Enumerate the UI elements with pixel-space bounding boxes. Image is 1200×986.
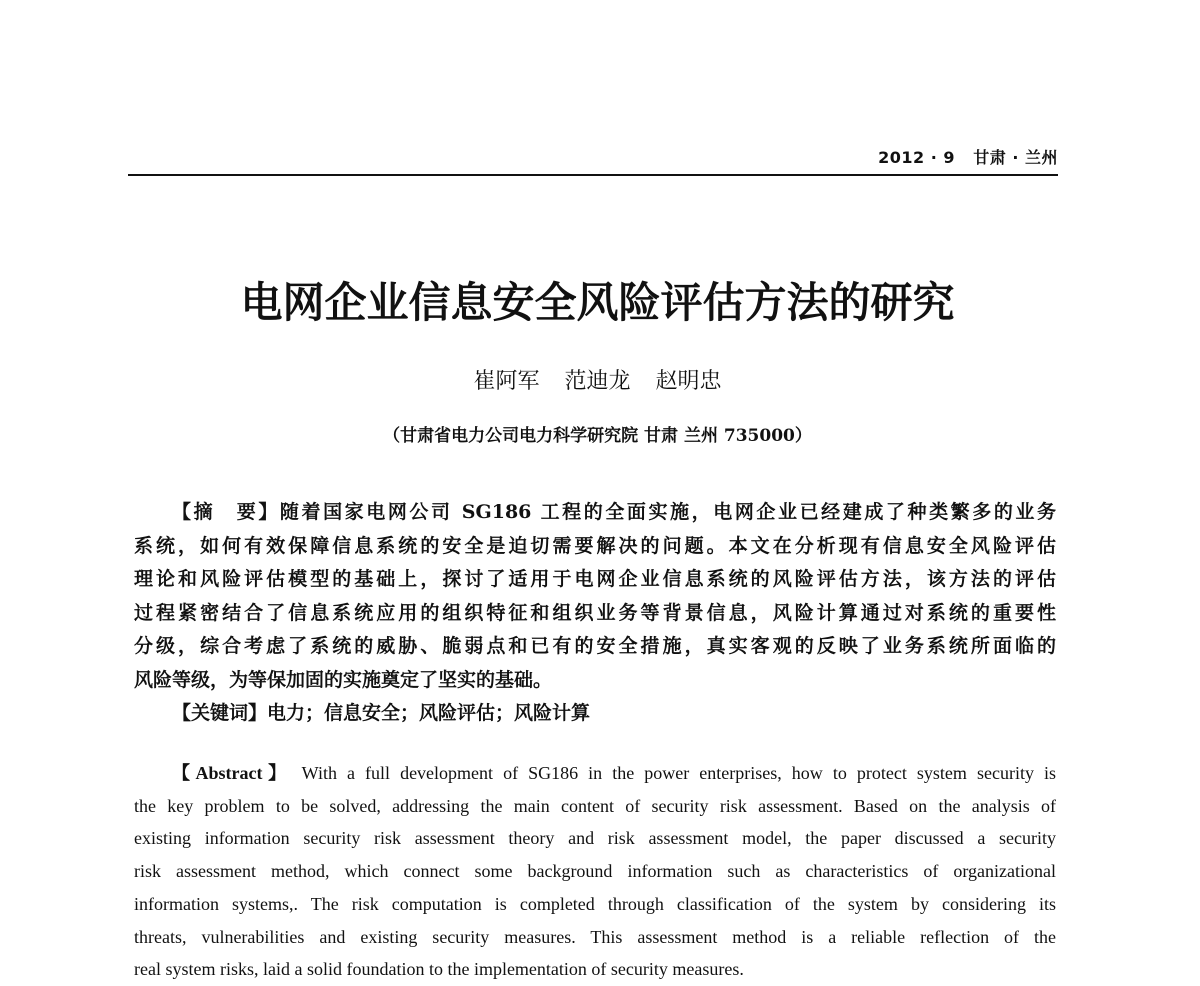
abstract-line: 理论和风险评估模型的基础上，探讨了适用于电网企业信息系统的风险评估方法，该方法的评估 — [134, 568, 1056, 590]
abstract-line: 【摘 要】随着国家电网公司 SG186 工程的全面实施，电网企业已经建成了种类繁多的业务 — [172, 501, 1056, 523]
abstract-line: information systems,. The risk computation is completed through classification of the system by considering its — [134, 893, 1056, 914]
keywords-text: 电力；信息安全；风险评估；风险计算 — [267, 702, 591, 724]
abstract-line: 系统，如何有效保障信息系统的安全是迫切需要解决的问题。本文在分析现有信息安全风险评估 — [134, 534, 1056, 557]
abstract-english — [134, 757, 1056, 986]
abstract-line: the key problem to be solved, addressing the main content of security risk assessment. Based on the analysis of — [134, 795, 1056, 816]
author-list — [0, 364, 1195, 395]
author: 崔阿军 — [473, 369, 540, 394]
paper-title: 电网企业信息安全风险评估方法的研究 — [240, 278, 955, 327]
abstract-line: real system risks, laid a solid foundation to the implementation of security measures. — [134, 959, 744, 980]
abstract-label: 【摘 要】 — [172, 501, 280, 523]
running-header — [878, 145, 1058, 168]
abstract-chinese — [134, 496, 1056, 731]
keywords — [134, 697, 1056, 731]
abstract-line: threats, vulnerabilities and existing security measures. This assessment method is a reliable reflection of the — [134, 926, 1056, 947]
abstract-line: 【Abstract】 With a full development of SG186 in the power enterprises, how to protect system security is — [172, 763, 1056, 783]
author: 范迪龙 — [564, 369, 631, 394]
abstract-line: 风险等级，为等保加固的实施奠定了坚实的基础。 — [134, 668, 553, 691]
abstract-line: 分级，综合考虑了系统的威胁、脆弱点和已有的安全措施，真实客观的反映了业务系统所面临的 — [134, 635, 1056, 657]
affiliation: （甘肃省电力公司电力科学研究院 甘肃 兰州 735000） — [383, 426, 812, 446]
issue-date: 2012 · 9 — [878, 148, 956, 167]
abstract-line: 过程紧密结合了信息系统应用的组织特征和组织业务等背景信息，风险计算通过对系统的重要性 — [134, 601, 1056, 624]
keywords-label: 【关键词】 — [172, 702, 268, 724]
header-rule — [128, 174, 1058, 176]
abstract-line: existing information security risk assessment theory and risk assessment model, the paper discussed a security — [134, 828, 1056, 849]
abstract-line: risk assessment method, which connect some background information such as characteristics of organizational — [134, 861, 1056, 882]
author: 赵明忠 — [655, 369, 722, 394]
abstract-label: 【Abstract】 — [172, 763, 292, 783]
location: 甘肃 · 兰州 — [973, 148, 1058, 167]
